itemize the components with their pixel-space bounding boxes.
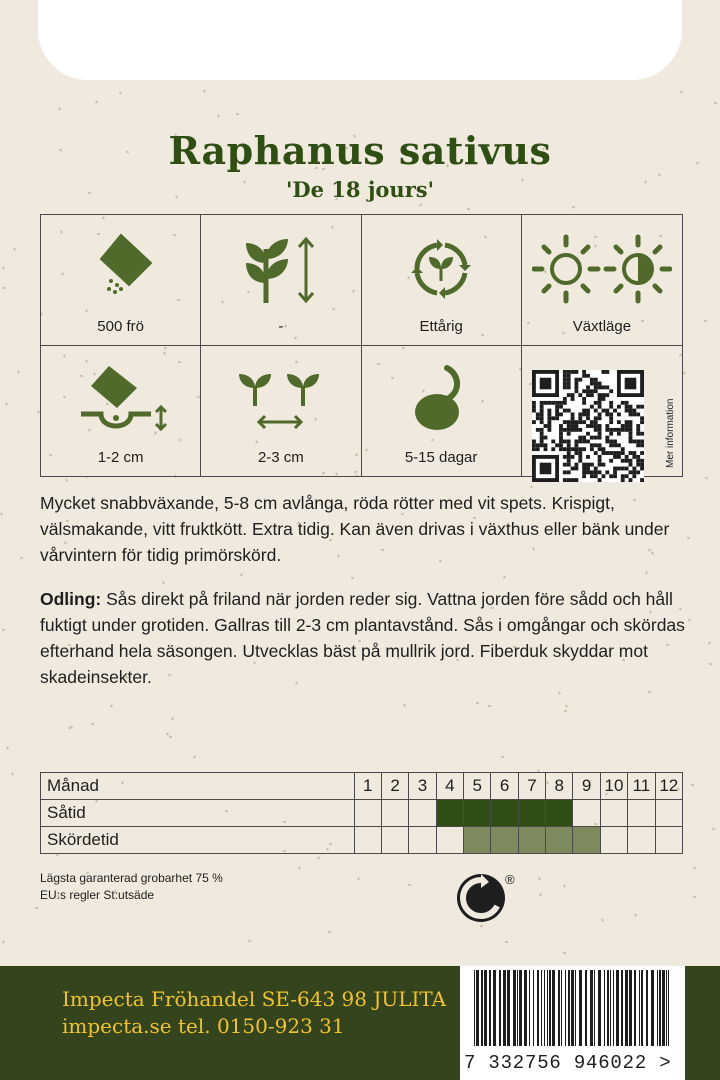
plant-spacing-label: 2-3 cm (257, 449, 304, 466)
schedule-cell (354, 827, 381, 854)
barcode-bars (460, 966, 685, 1052)
plant-height-icon (236, 229, 326, 309)
qr-code-icon (532, 370, 644, 482)
plant-height-label: - (278, 317, 284, 335)
month-number: 12 (655, 773, 682, 800)
cultivation-heading: Odling: (40, 589, 102, 609)
schedule-cell (655, 827, 682, 854)
schedule-cell-active (546, 827, 573, 854)
qr-code[interactable] (532, 356, 644, 468)
schedule-cell (381, 827, 408, 854)
germination-guarantee (40, 870, 223, 904)
month-number: 8 (546, 773, 573, 800)
month-number: 6 (491, 773, 518, 800)
annual-cycle-icon (401, 229, 481, 309)
site-label: Växtläge (572, 317, 632, 335)
schedule-cell (436, 827, 463, 854)
barcode (460, 966, 685, 1080)
month-number: 3 (409, 773, 436, 800)
product-description: Mycket snabbväxande, 5-8 cm avlånga, röda rötter med vit spets. Krispigt, välsmakande, vitt fruktkött. Extra tidig. Kan även drivas i växthus eller bänk under vårvintern för tidig primörskörd. (40, 493, 670, 565)
info-icon-grid (40, 214, 683, 477)
sun-halfsun-icon (532, 229, 672, 309)
species-title: Raphanus sativus (168, 128, 552, 173)
seed-count-label: 500 frö (97, 317, 144, 335)
sowing-harvest-table (40, 772, 683, 854)
month-number: 9 (573, 773, 600, 800)
plant-spacing-icon (231, 360, 331, 440)
company-info (62, 986, 446, 1040)
seed-bag-icon (81, 229, 161, 309)
schedule-cell-active (464, 827, 491, 854)
plant-height-cell (201, 215, 361, 346)
germination-cell (362, 346, 522, 477)
sowing-depth-label: 1-2 cm (97, 449, 144, 466)
month-number: 7 (518, 773, 545, 800)
qr-cell (522, 346, 682, 477)
guarantee-line-2: EU:s regler St:utsäde (40, 888, 155, 902)
schedule-cell-active (518, 800, 545, 827)
schedule-row-label: Skördetid (41, 827, 355, 854)
more-info-label: Mer information (665, 398, 676, 468)
guarantee-line-1: Lägsta garanterad grobarhet 75 % (40, 871, 223, 885)
month-header-label: Månad (41, 773, 355, 800)
schedule-cell-active (491, 827, 518, 854)
lifecycle-cell (362, 215, 522, 346)
schedule-cell (600, 800, 627, 827)
schedule-cell-active (464, 800, 491, 827)
cultivation-instructions (40, 586, 685, 690)
schedule-row (41, 827, 683, 854)
cultivation-text: Sås direkt på friland när jorden reder sig. Vattna jorden före sådd och håll fuktigt under grotiden. Gallras till 2-3 cm plantavstånd. Sås i omgångar och skördas efterhand hela säsongen. Utvecklas bäst på mullrik jord. Fiberduk skyddar mot skadeinsekter. (40, 589, 685, 687)
schedule-cell-active (546, 800, 573, 827)
company-contact: impecta.se tel. 0150-923 31 (62, 1014, 345, 1038)
schedule-cell (409, 800, 436, 827)
month-number: 11 (628, 773, 655, 800)
schedule-cell-active (436, 800, 463, 827)
schedule-row (41, 800, 683, 827)
lifecycle-label: Ettårig (419, 317, 463, 335)
month-number: 2 (381, 773, 408, 800)
schedule-cell (628, 827, 655, 854)
green-dot-recycle-icon (455, 870, 527, 930)
month-number: 5 (464, 773, 491, 800)
cultivar-subtitle: 'De 18 jours' (285, 177, 435, 202)
month-number: 4 (436, 773, 463, 800)
schedule-cell (409, 827, 436, 854)
hanger-cutout (38, 0, 682, 80)
schedule-cell (628, 800, 655, 827)
company-address: Impecta Fröhandel SE-643 98 JULITA (62, 987, 447, 1011)
month-number: 1 (354, 773, 381, 800)
germination-label: 5-15 dagar (404, 449, 478, 466)
month-number: 10 (600, 773, 627, 800)
germination-icon (401, 360, 481, 440)
sowing-depth-icon (71, 360, 171, 440)
month-header-row (41, 773, 683, 800)
footer-bar (0, 966, 720, 1080)
barcode-number: 7 332756 946022 > (464, 1052, 672, 1074)
schedule-cell-active (491, 800, 518, 827)
schedule-cell-active (573, 827, 600, 854)
sowing-depth-cell (41, 346, 201, 477)
schedule-cell (381, 800, 408, 827)
schedule-cell (354, 800, 381, 827)
seed-count-cell (41, 215, 201, 346)
plant-spacing-cell (201, 346, 361, 477)
schedule-cell (655, 800, 682, 827)
schedule-row-label: Såtid (41, 800, 355, 827)
schedule-cell (573, 800, 600, 827)
site-cell (522, 215, 682, 346)
registered-mark: ® (505, 872, 515, 887)
schedule-cell (600, 827, 627, 854)
schedule-cell-active (518, 827, 545, 854)
